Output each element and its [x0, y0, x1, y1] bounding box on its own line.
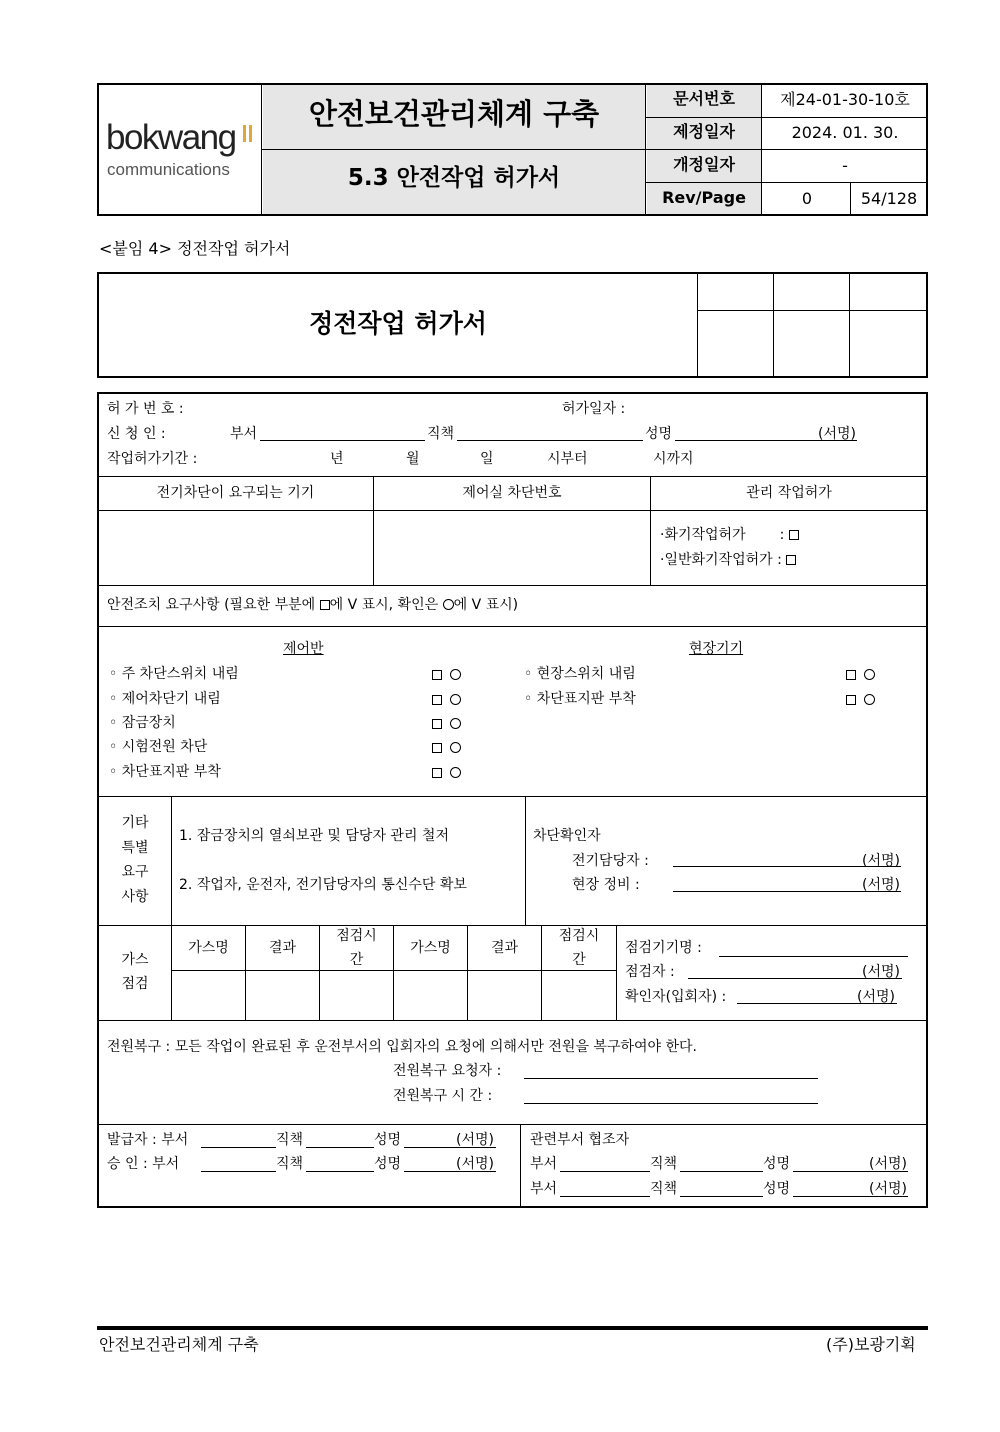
form-title: 정전작업 허가서 [309, 309, 487, 338]
coop-name-label: 성명 [763, 1181, 791, 1197]
coop-position-field[interactable] [680, 1196, 763, 1197]
restore-requester-field[interactable] [524, 1078, 818, 1079]
restore-time-label: 전원복구 시 간 : [393, 1088, 493, 1104]
footer-right: (주)보광기획 [826, 1335, 916, 1354]
coop-sign: (서명) [869, 1181, 907, 1197]
hotwork-checkbox[interactable] [789, 530, 799, 540]
field-item: ◦ 현장스위치 내림 [524, 666, 636, 682]
general-hotwork-checkbox[interactable] [786, 555, 796, 565]
issuer-position-label: 직책 [276, 1132, 304, 1148]
issuer-name-label: 성명 [374, 1132, 402, 1148]
coop-position-label: 직책 [650, 1181, 678, 1197]
gas-header-name: 가스명 [410, 940, 451, 956]
restore-note: 전원복구 : 모든 작업이 완료된 후 운전부서의 입회자의 요청에 의해서만 전원을 복구하여야 한다. [107, 1039, 698, 1055]
check-box[interactable] [432, 768, 442, 778]
control-item: ◦ 시험전원 차단 [109, 739, 208, 755]
gas-header-result: 결과 [268, 940, 297, 956]
footer-left: 안전보건관리체계 구축 [99, 1335, 259, 1354]
applicant-sign-label: (서명) [818, 426, 856, 442]
permit-date-label: 허가일자 : [562, 401, 626, 417]
coop-sign: (서명) [869, 1156, 907, 1172]
issuer-position-field[interactable] [306, 1147, 374, 1148]
gas-header-time-2: 간 [349, 952, 364, 968]
control-check [432, 741, 461, 755]
check-box[interactable] [432, 719, 442, 729]
coop-dept-field[interactable] [560, 1196, 650, 1197]
coop-position-field[interactable] [680, 1171, 763, 1172]
witness-sign: (서명) [857, 989, 895, 1005]
confirm-circle[interactable] [864, 669, 875, 680]
restore-requester-label: 전원복구 요청자 : [393, 1063, 502, 1079]
gas-header-time: 점검시 [336, 928, 377, 944]
field-item: ◦ 차단표지판 부착 [524, 691, 636, 707]
meta-label-created: 제정일자 [673, 122, 735, 141]
coop-dept-label: 부서 [530, 1181, 558, 1197]
meta-value-page: 54/128 [860, 189, 918, 208]
confirm-circle[interactable] [450, 742, 461, 753]
field-check [846, 693, 875, 707]
other-label: 사항 [121, 889, 149, 905]
issuer-label: 발급자 : 부서 [107, 1132, 189, 1148]
logo [106, 120, 236, 155]
other-item: 2. 작업자, 운전자, 전기담당자의 통신수단 확보 [179, 877, 467, 893]
other-item: 1. 잠금장치의 열쇠보관 및 담당자 관리 철저 [179, 828, 449, 844]
safety-title: 안전조치 요구사항 (필요한 부분에 에 V 표시, 확인은 에 V 표시) [107, 597, 519, 613]
permit-number-label: 허 가 번 호 : [107, 401, 184, 417]
inspector-sign: (서명) [862, 964, 900, 980]
related-permit-hotwork: ·화기작업허가 : [660, 528, 799, 542]
approver-position-field[interactable] [306, 1171, 374, 1172]
period-to: 시까지 [653, 451, 694, 467]
confirm-elec-label: 전기담당자 : [572, 853, 649, 869]
other-label: 기타 [121, 815, 149, 831]
applicant-dept-label: 부서 [230, 426, 258, 442]
approver-dept-field[interactable] [201, 1171, 276, 1172]
meta-value-created: 2024. 01. 30. [791, 123, 899, 142]
control-check [432, 766, 461, 780]
control-check [432, 717, 461, 731]
applicant-position-label: 직책 [427, 426, 455, 442]
check-box[interactable] [432, 670, 442, 680]
meta-value-docno: 제24-01-30-10호 [780, 90, 910, 109]
meta-label-revpage: Rev/Page [662, 188, 746, 207]
applicant-name-label: 성명 [645, 426, 673, 442]
coop-dept-label: 부서 [530, 1156, 558, 1172]
confirm-site-sign: (서명) [862, 877, 900, 893]
period-label: 작업허가기간 : [107, 451, 198, 467]
field-device-title: 현장기기 [689, 641, 744, 657]
meta-label-docno: 문서번호 [673, 89, 735, 108]
gas-label: 가스 [121, 952, 149, 968]
period-day: 일 [480, 451, 494, 467]
approver-position-label: 직책 [276, 1156, 304, 1172]
meta-value-rev: 0 [801, 189, 813, 208]
control-check [432, 693, 461, 707]
gas-header-time: 점검시 [558, 928, 600, 944]
logo-text: bokwang [106, 118, 236, 157]
related-permit-general: ·일반화기작업허가 : [660, 553, 796, 567]
doc-subtitle: 5.3 안전작업 허가서 [347, 165, 561, 191]
approver-name-label: 성명 [374, 1156, 402, 1172]
inspect-device-field[interactable] [719, 956, 908, 957]
coop-position-label: 직책 [650, 1156, 678, 1172]
gas-label: 점검 [121, 976, 149, 992]
gas-header-name: 가스명 [188, 940, 229, 956]
confirm-site-label: 현장 정비 : [572, 877, 640, 893]
period-year: 년 [330, 451, 344, 467]
footer-rule [97, 1326, 928, 1330]
attachment-title: <붙임 4> 정전작업 허가서 [99, 239, 291, 258]
gas-header-result: 결과 [490, 940, 519, 956]
control-item: ◦ 차단표지판 부착 [109, 764, 221, 780]
coop-dept-field[interactable] [560, 1171, 650, 1172]
restore-time-field[interactable] [524, 1103, 818, 1104]
control-item: ◦ 잠금장치 [109, 715, 176, 731]
square-icon [320, 600, 330, 610]
check-box[interactable] [846, 695, 856, 705]
other-label: 요구 [121, 864, 149, 880]
meta-label-revised: 개정일자 [673, 155, 735, 174]
control-item: ◦ 주 차단스위치 내림 [109, 666, 239, 682]
control-panel-title: 제어반 [283, 641, 324, 657]
control-check [432, 668, 461, 682]
issuer-dept-field[interactable] [201, 1147, 276, 1148]
coop-name-label: 성명 [763, 1156, 791, 1172]
applicant-position-field[interactable] [457, 440, 643, 441]
col-header-related-permit: 관리 작업허가 [746, 485, 832, 501]
confirm-circle[interactable] [450, 669, 461, 680]
check-box[interactable] [432, 695, 442, 705]
circle-icon [443, 599, 454, 610]
applicant-label: 신 청 인 : [107, 426, 166, 442]
field-check [846, 668, 875, 682]
control-item: ◦ 제어차단기 내림 [109, 691, 221, 707]
col-header-equipment: 전기차단이 요구되는 기기 [156, 485, 315, 501]
logo-mark-icon [243, 125, 253, 142]
col-header-breaker-no: 제어실 차단번호 [462, 485, 562, 501]
inspector-label: 점검자 : [625, 964, 675, 980]
main-form [97, 392, 928, 1208]
check-box[interactable] [846, 670, 856, 680]
confirm-elec-sign: (서명) [862, 853, 900, 869]
inspect-device-label: 점검기기명 : [625, 940, 702, 956]
confirm-circle[interactable] [864, 694, 875, 705]
approver-label: 승 인 : 부서 [107, 1156, 180, 1172]
confirm-circle[interactable] [450, 694, 461, 705]
gas-header-time-2: 간 [572, 952, 586, 968]
logo-subtext: communications [107, 160, 230, 179]
coop-title: 관련부서 협조자 [530, 1132, 630, 1148]
other-label: 특별 [121, 840, 149, 856]
doc-title: 안전보건관리체계 구축 [308, 97, 600, 131]
confirm-circle[interactable] [450, 767, 461, 778]
applicant-dept-field[interactable] [260, 440, 425, 441]
confirm-title: 차단확인자 [533, 828, 601, 844]
witness-label: 확인자(입회자) : [625, 989, 727, 1005]
meta-value-revised: - [842, 156, 848, 175]
period-from: 시부터 [547, 451, 588, 467]
approver-sign: (서명) [456, 1156, 494, 1172]
issuer-sign: (서명) [456, 1132, 494, 1148]
check-box[interactable] [432, 743, 442, 753]
period-month: 월 [406, 451, 420, 467]
confirm-circle[interactable] [450, 718, 461, 729]
